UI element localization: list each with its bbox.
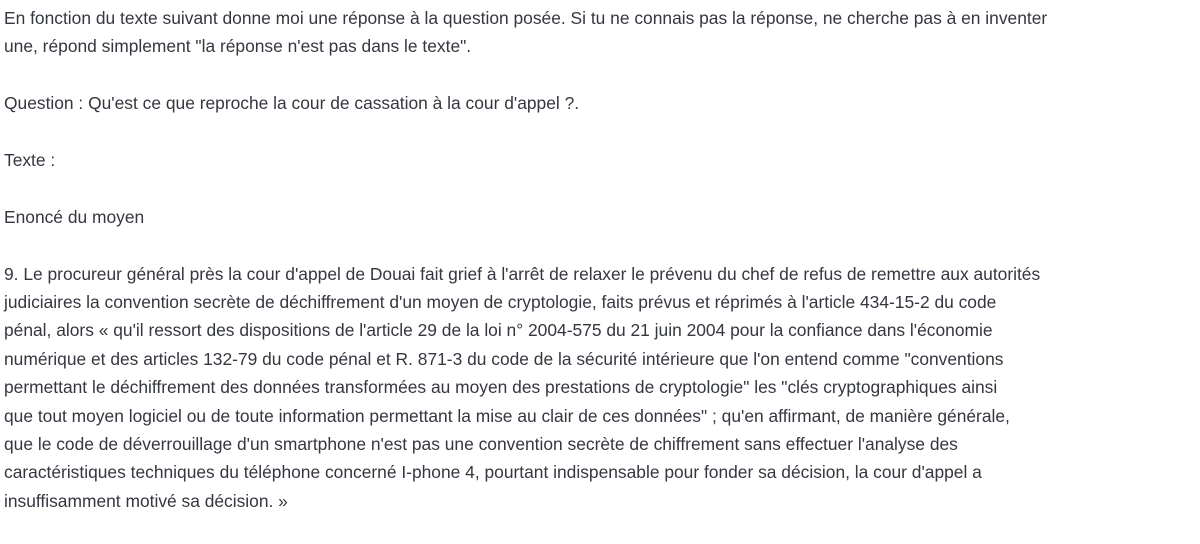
body-line: judiciaires la convention secrète de déchiffrement d'un moyen de cryptologie, faits prévus et réprimés à l'article 434-15-2 du code xyxy=(4,292,997,312)
body-line: que le code de déverrouillage d'un smartphone n'est pas une convention secrète de chiffrement sans effectuer l'analyse des xyxy=(4,434,958,455)
body-line: permettant le déchiffrement des données transformées au moyen des prestations de cryptologie" les "clés cryptographiques ainsi xyxy=(4,377,998,398)
body-line: pénal, alors « qu'il ressort des dispositions de l'article 29 de la loi n° 2004-575 du 21 juin 2004 pour la confiance dans l'économie xyxy=(4,320,993,341)
enonce-heading: Enoncé du moyen xyxy=(4,206,145,227)
texte-label-paragraph xyxy=(4,146,1194,174)
body-line: 9. Le procureur général près la cour d'appel de Douai fait grief à l'arrêt de relaxer le prévenu du chef de refus de remettre aux autorités xyxy=(4,263,1041,284)
instruction-line: une, répond simplement "la réponse n'est pas dans le texte". xyxy=(4,36,472,57)
body-line: caractéristiques techniques du téléphone concerné I-phone 4, pourtant indispensable pour fonder sa décision, la cour d'appel a xyxy=(4,462,982,483)
enonce-paragraph xyxy=(4,203,1194,231)
body-line: que tout moyen logiciel ou de toute information permettant la mise au clair de ces données" ; qu'en affirmant, de manière générale, xyxy=(4,405,1010,426)
body-paragraph xyxy=(4,260,1194,516)
instruction-paragraph xyxy=(4,4,1194,61)
body-line: numérique et des articles 132-79 du code pénal et R. 871-3 du code de la sécurité intérieure que l'on entend comme "conventions xyxy=(4,348,1004,369)
instruction-line: En fonction du texte suivant donne moi une réponse à la question posée. Si tu ne connais pas la réponse, ne cherche pas à en inventer xyxy=(4,8,1048,28)
body-line: insuffisamment motivé sa décision. » xyxy=(4,490,288,511)
question-text: Question : Qu'est ce que reproche la cour de cassation à la cour d'appel ?. xyxy=(4,93,580,114)
chat-message xyxy=(4,4,1194,544)
question-paragraph xyxy=(4,89,1194,117)
texte-label: Texte : xyxy=(4,150,56,170)
